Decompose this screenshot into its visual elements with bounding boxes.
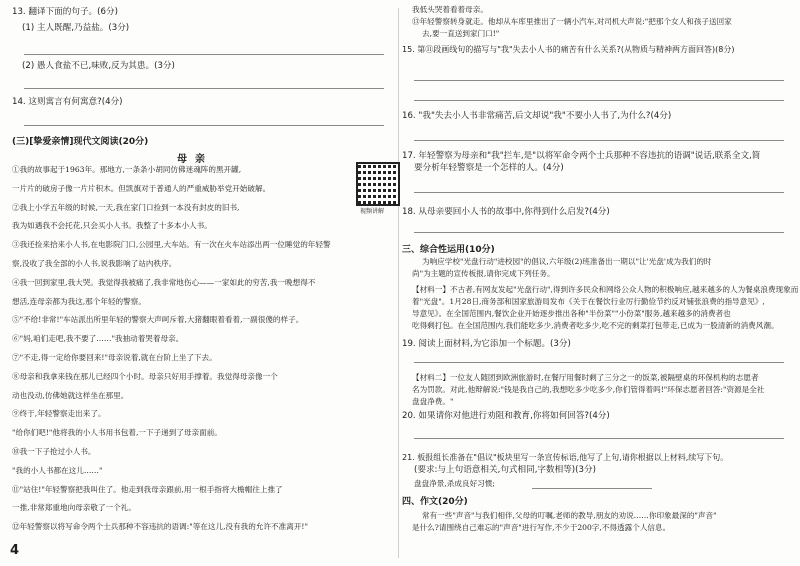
- q19-label: 19. 阅读上面材料,为它添加一个标题。(3分): [402, 339, 571, 349]
- article-line: ⑤"不给!非常!"车站派出所里年轻的警察大声呵斥着,大猪翻眼着看着,一副很傻的样子。: [12, 315, 304, 325]
- section-4-heading: 四、作文(20分): [402, 497, 468, 507]
- answer-line[interactable]: [532, 488, 652, 489]
- section-3-heading: (三)[挚爱亲情]现代文阅读(20分): [12, 137, 149, 147]
- q13-label: 13. 翻译下面的句子。(6分): [12, 7, 118, 17]
- answer-line[interactable]: [414, 232, 784, 233]
- answer-line[interactable]: [24, 125, 384, 126]
- material-1-line: 着"光盘"。1月28日,商务部和国家旅游局发布《关于在餐饮行业厉行勤俭节约反对铺张浪费的指导意见》,: [412, 297, 765, 306]
- essay-prompt-line: 是什么?请围绕自己难忘的"声音"进行写作,不少于200字,不得透露个人信息。: [412, 523, 671, 532]
- q20-label: 20. 如果请你对他进行劝阻和教育,你将如何回答?(4分): [402, 411, 610, 421]
- material-1-line: 导意见》。在全国范围内,餐饮企业开始逐步推出各种"半份菜""小份菜"服务,越来越多的消费者也: [412, 309, 731, 318]
- answer-line[interactable]: [414, 192, 784, 193]
- article-line: ⑩我一下子抢过小人书。: [12, 447, 96, 456]
- answer-line[interactable]: [24, 88, 384, 89]
- article-line: 察,没收了我全部的小人书,说我影响了站内秩序。: [12, 259, 177, 268]
- article-line: ⑦"不走,得一定给你要回来!"母亲说着,就在台阶上坐了下去。: [12, 353, 217, 362]
- article-line: ⑫年轻警察以将写命令两个士兵那种不容违抗的语调:"等在这儿,没有我的允许不准离开!": [12, 522, 308, 532]
- article-line: ⑨终于,年轻警察走出来了。: [12, 409, 106, 419]
- material-1-line: 【材料一】不古者,有网友发起"光盘行动",得到许多民众和网络公众人物的积极响应,越来越多的人为餐桌浪费现象而: [412, 285, 799, 294]
- article-line: 一推,非常郑重地向母亲敬了一个礼。: [12, 503, 136, 513]
- q17-label-continued: 要分析年轻警察是一个怎样的人。(4分): [414, 163, 564, 173]
- article-line: 动也没动,仿佛她就这样坐在那里。: [12, 390, 129, 400]
- article-line: 去,要一直送到家门口!": [422, 29, 500, 38]
- q21-label: 21. 板报组长准备在"倡议"板块里写一条宣传标语,他写了上句,请你根据以上材料,续写下句。: [402, 453, 729, 462]
- q17-label: 17. 年轻警察为母亲和"我"拦车,是"以将军命令两个士兵那种不容违抗的语调"说话,联系全文,简: [402, 151, 761, 161]
- q14-label: 14. 这则寓言有何寓意?(4分): [12, 97, 123, 107]
- qr-caption: 视频讲解: [360, 208, 385, 215]
- answer-line[interactable]: [414, 362, 784, 363]
- q15-label: 15. 第⑪段画线句的描写与"我"失去小人书的痛苦有什么关系?(从物质与精神两方面回答)(8分): [402, 45, 735, 54]
- column-divider: [398, 8, 399, 558]
- article-line: ⑥"妈,咱们走吧,我不要了……"我抽动着哭着母亲。: [12, 334, 184, 344]
- article-line: "给你们吧!"他将我的小人书用书包着,一下子递到了母亲面前。: [12, 428, 222, 438]
- article-line: "我的小人书都在这儿……": [12, 465, 103, 475]
- article-line: ①我的故事起于1963年。那地方,一条条小胡同仿佛迷魂阵的黑开罐,: [12, 165, 242, 174]
- article-line: 我低头哭着看着母亲。: [412, 5, 488, 14]
- article-line: ②我上小学五年级的时候,一天,我在家门口捡到一本没有封皮的旧书,: [12, 202, 240, 212]
- answer-line[interactable]: [24, 54, 384, 55]
- article-line: 我为如遇我不会托花,只会买小人书。我整了十多本小人书。: [12, 221, 212, 231]
- answer-line[interactable]: [414, 438, 784, 439]
- article-line: ④我一回到家里,我大哭。我觉得我被痛了,我非常地伤心——一家如此的穷苦,我一晚想得不: [12, 277, 316, 287]
- article-line: ⑬年轻警察转身就走。他却从车库里推出了一辆小汽车,对司机大声说:"把那个女人和孩子送回家: [412, 17, 732, 26]
- material-2-line: 【材料二】一位友人随团到欧洲旅游时,在餐厅用餐时剩了三分之一的饭菜,被隔壁桌的环保机构的志愿者: [412, 373, 759, 382]
- page-number: 4: [10, 543, 20, 558]
- q21-requirement: (要求:与上句语意相关,句式相同,字数相等)(3分): [414, 465, 596, 475]
- article-line: ⑪"站住!"年轻警察把我叫住了。他走到我母亲跟前,用一根手指将大檐帽往上推了: [12, 484, 283, 494]
- q13-sentence-1: (1) 主人既醒,乃益盐。(3分): [22, 23, 130, 33]
- answer-line[interactable]: [414, 140, 784, 141]
- article-line: ③我还捡来拾来小人书,在电影院门口,公园里,大车站。有一次在火车站添出两一位睡觉的年轻警: [12, 240, 331, 250]
- q18-label: 18. 从母亲要回小人书的故事中,你得到什么启发?(4分): [402, 207, 610, 217]
- material-1-line: 吃得剩打包。在全国范围内,我们能吃多少,消费者吃多少,吃不完的剩菜打包带走,已成为一股清新的消费风潮。: [412, 321, 779, 330]
- material-2-line: 名为罚款。对此,他辩解说:"钱是我自己的,我想吃多少吃多少,你们管得着吗!"环保志愿者回答:"资源是全社: [412, 385, 765, 394]
- q16-label: 16. "我"失去小人书非常痛苦,后文却说"我"不要小人书了,为什么?(4分): [402, 111, 672, 121]
- section-3-practice-heading: 三、综合性运用(10分): [402, 245, 495, 255]
- essay-prompt-line: 常有一些"声音"与我们相伴,父母的叮嘱,老师的教导,朋友的劝说……你印象最深的"声音": [422, 511, 717, 520]
- answer-line[interactable]: [414, 100, 784, 101]
- article-title: 母亲: [177, 154, 213, 165]
- material-2-line: 盘盘净费。": [412, 397, 454, 406]
- article-line: ⑧母亲和我拿来钱在那儿已经四个小时。母亲只好用手撑着。我觉得母亲像一个: [12, 371, 278, 381]
- article-line: 一片片的破房子像一片片积木。但凯旗对于普通人的严重威胁举党开始破解。: [12, 183, 271, 193]
- answer-line[interactable]: [414, 80, 784, 81]
- article-line: 想活,连母亲都为我这,那个年轻的警察。: [12, 296, 146, 306]
- q21-upper-sentence: 盘盘净景,杀成良好习惯;: [414, 479, 495, 488]
- intro-line: 为响应学校"光盘行动"进校园"的倡议,六年级(2)班准备出一期以"让'光盘'成为我们的时: [422, 257, 712, 266]
- qr-code-icon[interactable]: [356, 162, 400, 206]
- intro-line: 尚"为主题的宣传板报,请你完成下列任务。: [412, 269, 555, 278]
- q13-sentence-2: (2) 愚人食盐不已,味败,反为其患。(3分): [22, 61, 175, 71]
